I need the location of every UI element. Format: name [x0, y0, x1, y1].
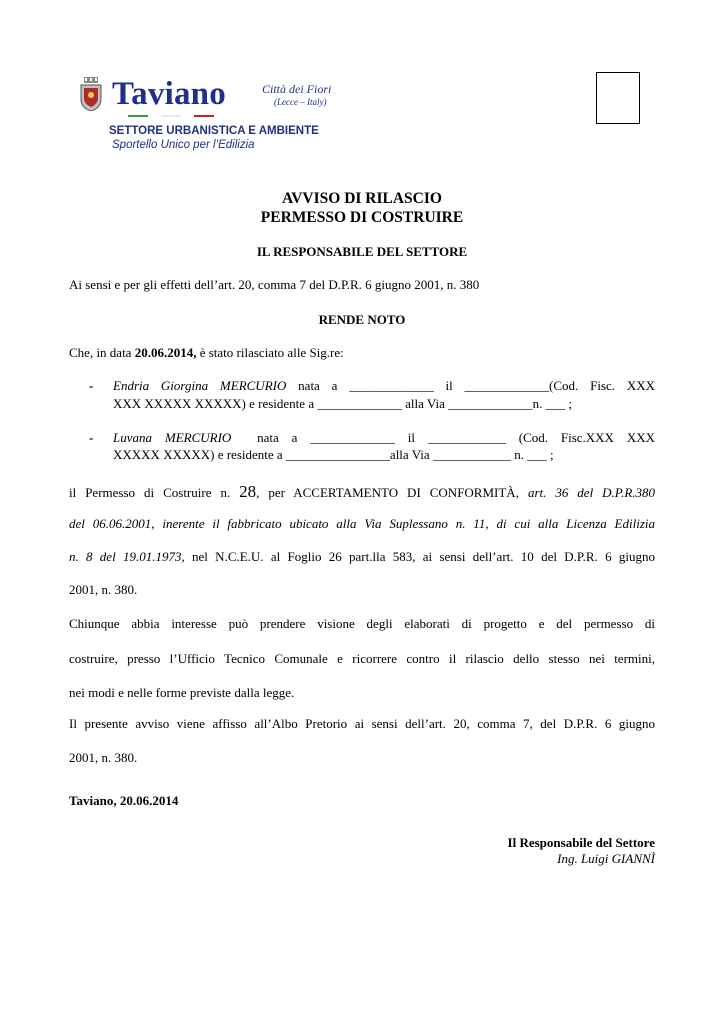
place-date: Taviano, 20.06.2014 — [69, 793, 179, 808]
issue-date-text — [69, 345, 344, 361]
permit-number: 28 — [239, 482, 257, 501]
person-1-details: nata a _____________ il _____________(Cod. Fisc. XXX — [286, 378, 656, 393]
person-1-name: Endria Giorgina MERCURIO — [113, 378, 287, 393]
person-2-line-1 — [113, 430, 655, 446]
permit-line-2: del 06.06.2001, inerente il fabbricato ubicato alla Via Suplessano n. 11, di cui alla Licenza Edilizia — [69, 516, 655, 531]
person-1-line-1 — [113, 378, 655, 394]
title-line-1: AVVISO DI RILASCIO — [282, 190, 442, 207]
signature-name: Ing. Luigi GIANNÌ — [557, 851, 655, 866]
permit-line-3 — [69, 549, 655, 565]
issue-date: 20.06.2014, — [134, 345, 197, 360]
sector-name: SETTORE URBANISTICA E AMBIENTE — [109, 125, 319, 137]
access-line-1: Chiunque abbia interesse può prendere visione degli elaborati di progetto e del permesso di — [69, 616, 655, 631]
town-name: Taviano — [112, 76, 226, 112]
permit-line-4: 2001, n. 380. — [69, 582, 138, 597]
stamp-box — [596, 72, 640, 124]
province: (Lecce – Italy) — [274, 97, 327, 107]
intro-text: Ai sensi e per gli effetti dell’art. 20, comma 7 del D.P.R. 6 giugno 2001, n. 380 — [69, 277, 480, 292]
licence-ref: n. 8 del 19.01.1973, — [69, 549, 185, 564]
permit-law-ref: art. 36 del D.P.R.380 — [527, 485, 656, 500]
rende-noto: RENDE NOTO — [318, 312, 406, 327]
person-2-line-2: XXXXX XXXXX) e residente a ________________alla Via ____________ n. ___ ; — [113, 447, 554, 462]
access-line-2: costruire, presso l’Ufficio Tecnico Comunale e ricorrere contro il rilascio dello stesso nei termini, — [69, 651, 655, 666]
permit-prefix: il Permesso di Costruire n. — [69, 485, 240, 500]
list-bullet: - — [89, 378, 94, 393]
access-line-3: nei modi e nelle forme previste dalla legge. — [69, 685, 295, 700]
permit-type: , per ACCERTAMENTO DI CONFORMITÀ, — [256, 485, 528, 500]
cadastre-ref: nel N.C.E.U. al Foglio 26 part.lla 583, ai sensi dell’art. 10 del D.P.R. 6 giugno — [184, 549, 655, 564]
permit-line-1 — [69, 482, 655, 502]
town-crest-icon — [80, 77, 102, 111]
flag-stripe-red — [194, 115, 214, 117]
person-2-details: nata a _____________ il ____________ (Cod. Fisc.XXX XXX — [257, 430, 655, 445]
title-line-2: PERMESSO DI COSTRUIRE — [260, 209, 464, 226]
person-2-name: Luvana MERCURIO — [113, 430, 232, 445]
list-bullet: - — [89, 430, 94, 445]
posting-line-2: 2001, n. 380. — [69, 750, 138, 765]
subtitle: IL RESPONSABILE DEL SETTORE — [256, 244, 468, 259]
flag-stripe-green — [128, 115, 148, 117]
posting-line-1: Il presente avviso viene affisso all’Albo Pretorio ai sensi dell’art. 20, comma 7, del D.P.R. 6 giugno — [69, 716, 655, 731]
motto: Città dei Fiori — [262, 82, 332, 96]
che-prefix: Che, in data — [69, 345, 135, 360]
person-1-line-2: XXX XXXXX XXXXX) e residente a _____________ alla Via _____________n. ___ ; — [113, 396, 572, 411]
flag-stripe-white — [161, 115, 181, 117]
signature-role: Il Responsabile del Settore — [507, 835, 655, 850]
che-suffix: è stato rilasciato alle Sig.re: — [196, 345, 344, 360]
office-name: Sportello Unico per l’Edilizia — [112, 139, 255, 151]
